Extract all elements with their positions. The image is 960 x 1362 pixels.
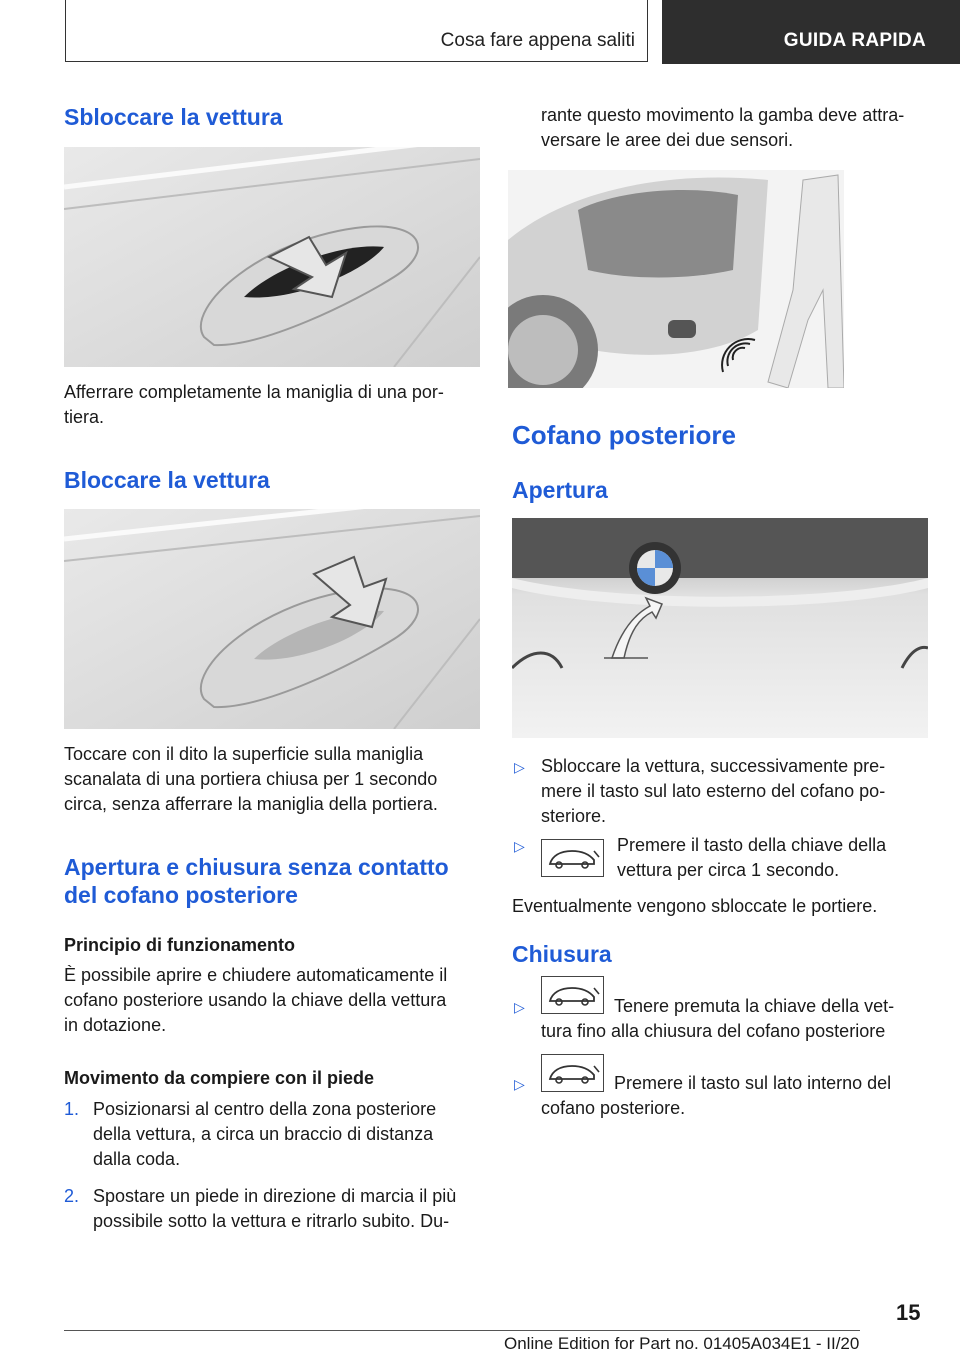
bullet-text: Premere il tasto sul lato interno del cofano posteriore. bbox=[541, 1073, 892, 1118]
heading-chiusura: Chiusura bbox=[512, 941, 612, 967]
figure-door-handle-unlock bbox=[64, 147, 480, 367]
step-number: 2. bbox=[64, 1186, 80, 1206]
step-text: Posizionarsi al centro della zona posteriore della vettura, a circa un braccio di distanza dalla coda. bbox=[93, 1099, 437, 1169]
text-sbloccare: Afferrare completamente la maniglia di una por- tiera. bbox=[64, 382, 444, 427]
list-item bbox=[512, 754, 928, 829]
heading-sbloccare: Sbloccare la vettura bbox=[64, 104, 283, 130]
figure-door-handle-lock bbox=[64, 509, 480, 729]
heading-principio: Principio di funzionamento bbox=[64, 935, 295, 955]
header-tab-label: GUIDA RAPIDA bbox=[783, 30, 926, 51]
list-item bbox=[512, 994, 928, 1046]
heading-apertura: Apertura bbox=[512, 477, 608, 503]
list-item bbox=[64, 1097, 480, 1172]
text-step-continued: rante questo movimento la gamba deve attra- versare le aree dei due sensori. bbox=[541, 105, 905, 150]
list-item bbox=[512, 833, 928, 885]
step-text: Spostare un piede in direzione di marcia il più possibile sotto la vettura e ritrarlo subito. Du- bbox=[93, 1186, 457, 1231]
header-frame bbox=[65, 0, 648, 62]
footer-edition: Online Edition for Part no. 01405A034E1 - II/20 bbox=[504, 1334, 860, 1353]
bullet-triangle-icon: ▷ bbox=[514, 1076, 525, 1092]
bullet-text: Sbloccare la vettura, successivamente pre- mere il tasto sul lato esterno del cofano po- steriore. bbox=[541, 756, 886, 826]
bullet-text: Premere il tasto della chiave della vettura per circa 1 secondo. bbox=[617, 835, 887, 880]
text-bloccare: Toccare con il dito la superficie sulla maniglia scanalata di una portiera chiusa per 1 secondo circa, senza afferrare la maniglia della portiera. bbox=[64, 744, 438, 814]
heading-apertura-chiusura-senza-contatto: Apertura e chiusura senza contatto del cofano posteriore bbox=[64, 854, 449, 908]
header-section-title: Cosa fare appena saliti bbox=[440, 30, 635, 51]
heading-cofano-posteriore: Cofano posteriore bbox=[512, 420, 736, 450]
page-number: 15 bbox=[896, 1300, 921, 1325]
text-principio: È possibile aprire e chiudere automaticamente il cofano posteriore usando la chiave della vettura in dotazione. bbox=[64, 965, 448, 1035]
step-number: 1. bbox=[64, 1099, 80, 1119]
header-tab bbox=[662, 0, 960, 64]
heading-bloccare: Bloccare la vettura bbox=[64, 467, 270, 493]
car-trunk-key-icon bbox=[541, 839, 604, 877]
figure-foot-gesture bbox=[508, 170, 844, 388]
figure-trunk-button bbox=[512, 518, 928, 738]
heading-movimento: Movimento da compiere con il piede bbox=[64, 1068, 375, 1088]
bullet-triangle-icon: ▷ bbox=[514, 999, 525, 1015]
bullet-triangle-icon: ▷ bbox=[514, 838, 525, 854]
list-item bbox=[512, 1071, 928, 1123]
text-eventualmente: Eventualmente vengono sbloccate le portiere. bbox=[512, 896, 878, 916]
bullet-text: Tenere premuta la chiave della vet- tura fino alla chiusura del cofano posteriore bbox=[541, 996, 895, 1041]
footer-divider bbox=[64, 1330, 860, 1331]
list-item bbox=[64, 1184, 480, 1234]
bullet-triangle-icon: ▷ bbox=[514, 759, 525, 775]
